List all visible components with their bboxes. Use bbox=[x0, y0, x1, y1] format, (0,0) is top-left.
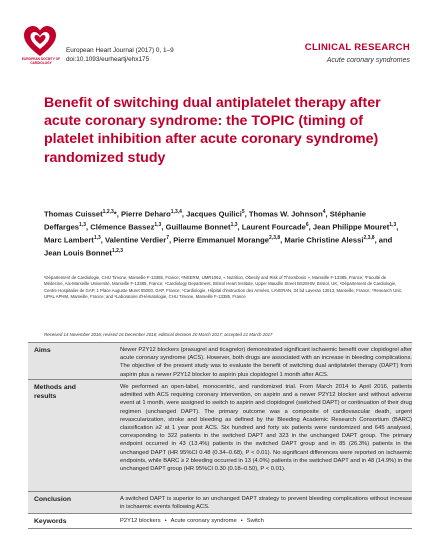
author-list bbox=[44, 207, 404, 259]
author-separator: , bbox=[280, 235, 285, 245]
journal-citation bbox=[66, 46, 174, 64]
author-name: Marie Christine Alessi bbox=[284, 235, 364, 245]
author-affiliation-marks: 5 bbox=[241, 209, 245, 215]
abstract-row-methods bbox=[28, 380, 412, 491]
author-separator: , bbox=[308, 222, 313, 232]
author-affiliation-marks: 4 bbox=[322, 209, 326, 215]
keyword: Switch bbox=[246, 518, 264, 524]
author-separator: , bbox=[244, 209, 249, 219]
author-affiliation-marks: 1,3 bbox=[79, 221, 86, 228]
author-separator: , bbox=[100, 235, 105, 245]
author-name: Valentine Verdier bbox=[105, 235, 167, 245]
abstract-divider bbox=[28, 528, 412, 529]
author-separator: , bbox=[237, 222, 242, 232]
author-name: Clémence Bassez bbox=[90, 222, 155, 232]
author-separator: , bbox=[161, 222, 166, 232]
journal-issue: European Heart Journal (2017) 0, 1–9 bbox=[66, 47, 174, 54]
author-separator: , bbox=[396, 222, 399, 232]
conclusion-text: A switched DAPT is superior to an unchanged DAPT strategy to prevent bleeding complications without increase in ischaemic events following ACS. bbox=[120, 496, 412, 511]
author-name: Guillaume Bonnet bbox=[165, 222, 231, 232]
author-separator: , bbox=[85, 222, 91, 232]
author-separator: , bbox=[325, 209, 330, 219]
abstract-row-aims bbox=[28, 343, 412, 379]
received-dates: Received 14 November 2016; revised 16 December 2016; editorial decision 20 March 2017; accepted 21 March 2017 bbox=[44, 332, 273, 337]
author-affiliation-marks: 1,3 bbox=[389, 221, 397, 228]
author-affiliation-marks: 1,3 bbox=[93, 234, 101, 241]
keywords-list bbox=[120, 517, 412, 525]
author-affiliation-marks: 1,2,3 bbox=[111, 247, 124, 254]
author-separator: , bbox=[181, 209, 187, 219]
author-name: Pierre Deharo bbox=[120, 209, 171, 219]
author-name: Thomas Cuisset bbox=[44, 209, 103, 219]
author-name: Thomas W. Johnson bbox=[248, 209, 323, 219]
author-name: Jacques Quilici bbox=[186, 209, 242, 219]
aims-text: Newer P2Y12 blockers (prasugrel and ticagrelor) demonstrated significant ischaemic benefit over clopidogrel after acute coronary syndrome (ACS). However, both drugs are associated with an increase in bleeding complications. The objective of the present study was to evaluate the benefit of switching dual antiplatelet therapy (DAPT) from aspirin plus a newer P2Y12 blocker to aspirin plus clopidogrel 1 month after ACS. bbox=[120, 347, 412, 378]
author-affiliation-marks: 1,3,4 bbox=[170, 209, 182, 215]
author-affiliation-marks: 1,3 bbox=[230, 221, 238, 228]
article-title: Benefit of switching dual antiplatelet therapy after acute coronary syndrome: the TOPIC (timing of platelet inhibition after acute coronary syndrome) randomized study bbox=[44, 95, 381, 166]
affiliations: ¹Département de Cardiologie, CHU Timone, Marseille F-13385, France; ²INSERM, UMR1062, « Nutrition, Obesity and Risk of Thrombosis », Marseille F-13385, France; ³Faculté de Médecine, Aix-Marseille Université, Marseille F-13385, France; ⁴Cardiology Department, Bristol Heart Institute, Upper Maudlin Street BS28HW, Bristol, UK; ⁵Département de Cardiologie, Centre Hospitalier de GAP, 1 Place Auguste Muret 05000, GAP, France; ⁶Cardiologie, Hôpital d'instruction des Armées, LAVERAN, 34 bd Laveran 13013, Marseille, France; ⁷Research Unit, UPAL APHM, Marseille, France; and ⁸Laboratoire d'Hématologie, CHU Timone, Marseille F-13385, France bbox=[44, 275, 402, 300]
conclusion-label: Conclusion bbox=[34, 496, 72, 503]
author-name: Stéphanie Deffarges bbox=[44, 209, 367, 232]
author-separator: , bbox=[168, 235, 174, 245]
author-name: Jean Philippe Mouret bbox=[312, 222, 390, 232]
section-heading: CLINICAL RESEARCH bbox=[304, 42, 410, 53]
abstract-row-keywords bbox=[28, 514, 412, 528]
author-name: Jean Louis Bonnet bbox=[44, 248, 112, 258]
subsection-heading: Acute coronary syndromes bbox=[326, 57, 410, 64]
author-affiliation-marks: 6 bbox=[305, 221, 309, 228]
methods-text: We performed an open-label, monocentric, and randomized trial. From March 2014 to April 2016, patients admitted with ACS requiring coronary intervention, on aspirin and a newer P2Y12 blocker and without adverse event at 1 month, were assigned to switch to aspirin and clopidogrel (switched DAPT) or continuation of their drug regimen (unchanged DAPT). The primary outcome was a composite of cardiovascular death, urgent revascularization, stroke and bleeding as defined by the Bleeding Academic Research Consortium (BARC) classification ≥2 at 1 year post ACS. Six hundred and forty six patients were randomized and 645 analysed, corresponding to 322 patients in the switched DAPT and 323 in the unchanged DAPT group. The primary endpoint occurred in 43 (13.4%) patients in the switched DAPT group and in 85 (26.3%) patients in the unchanged DAPT (HR 95%CI 0.48 (0.34–0.68), P < 0.01). No significant differences were reported on ischaemic endpoints, while BARC ≥ 2 bleeding occurred in 13 (4.0%) patients in the switched DAPT and in 48 (14.9%) in the unchanged DAPT group (HR 95%CI 0.30 (0.18–0.50), P < 0.01). bbox=[120, 384, 412, 473]
author-separator: , and bbox=[374, 235, 393, 245]
author-name: Marc Lambert bbox=[44, 235, 94, 245]
keyword: Acute coronary syndrome bbox=[170, 518, 237, 524]
aims-label: Aims bbox=[34, 347, 51, 354]
keywords-label: Keywords bbox=[34, 518, 67, 525]
bullet-icon: • bbox=[240, 518, 243, 524]
methods-label: Methods and results bbox=[34, 384, 76, 400]
doi-link[interactable]: doi:10.1093/eurheartj/ehx175 bbox=[66, 56, 150, 63]
author-name: Laurent Fourcade bbox=[241, 222, 306, 232]
bullet-icon: • bbox=[164, 518, 167, 524]
author-affiliation-marks: 2,3,8 bbox=[363, 234, 375, 241]
keyword: P2Y12 blockers bbox=[120, 518, 161, 524]
author-separator: *, bbox=[113, 209, 121, 219]
esc-logo-text: EUROPEAN SOCIETY OF CARDIOLOGY bbox=[21, 57, 61, 65]
abstract-row-conclusion bbox=[28, 492, 412, 513]
author-affiliation-marks: 1,3 bbox=[154, 221, 162, 228]
author-affiliation-marks: 7 bbox=[166, 234, 169, 241]
author-affiliation-marks: 2,3,8 bbox=[269, 234, 281, 241]
author-name: Pierre Emmanuel Morange bbox=[173, 235, 270, 245]
author-affiliation-marks: 1,2,3 bbox=[102, 209, 114, 215]
